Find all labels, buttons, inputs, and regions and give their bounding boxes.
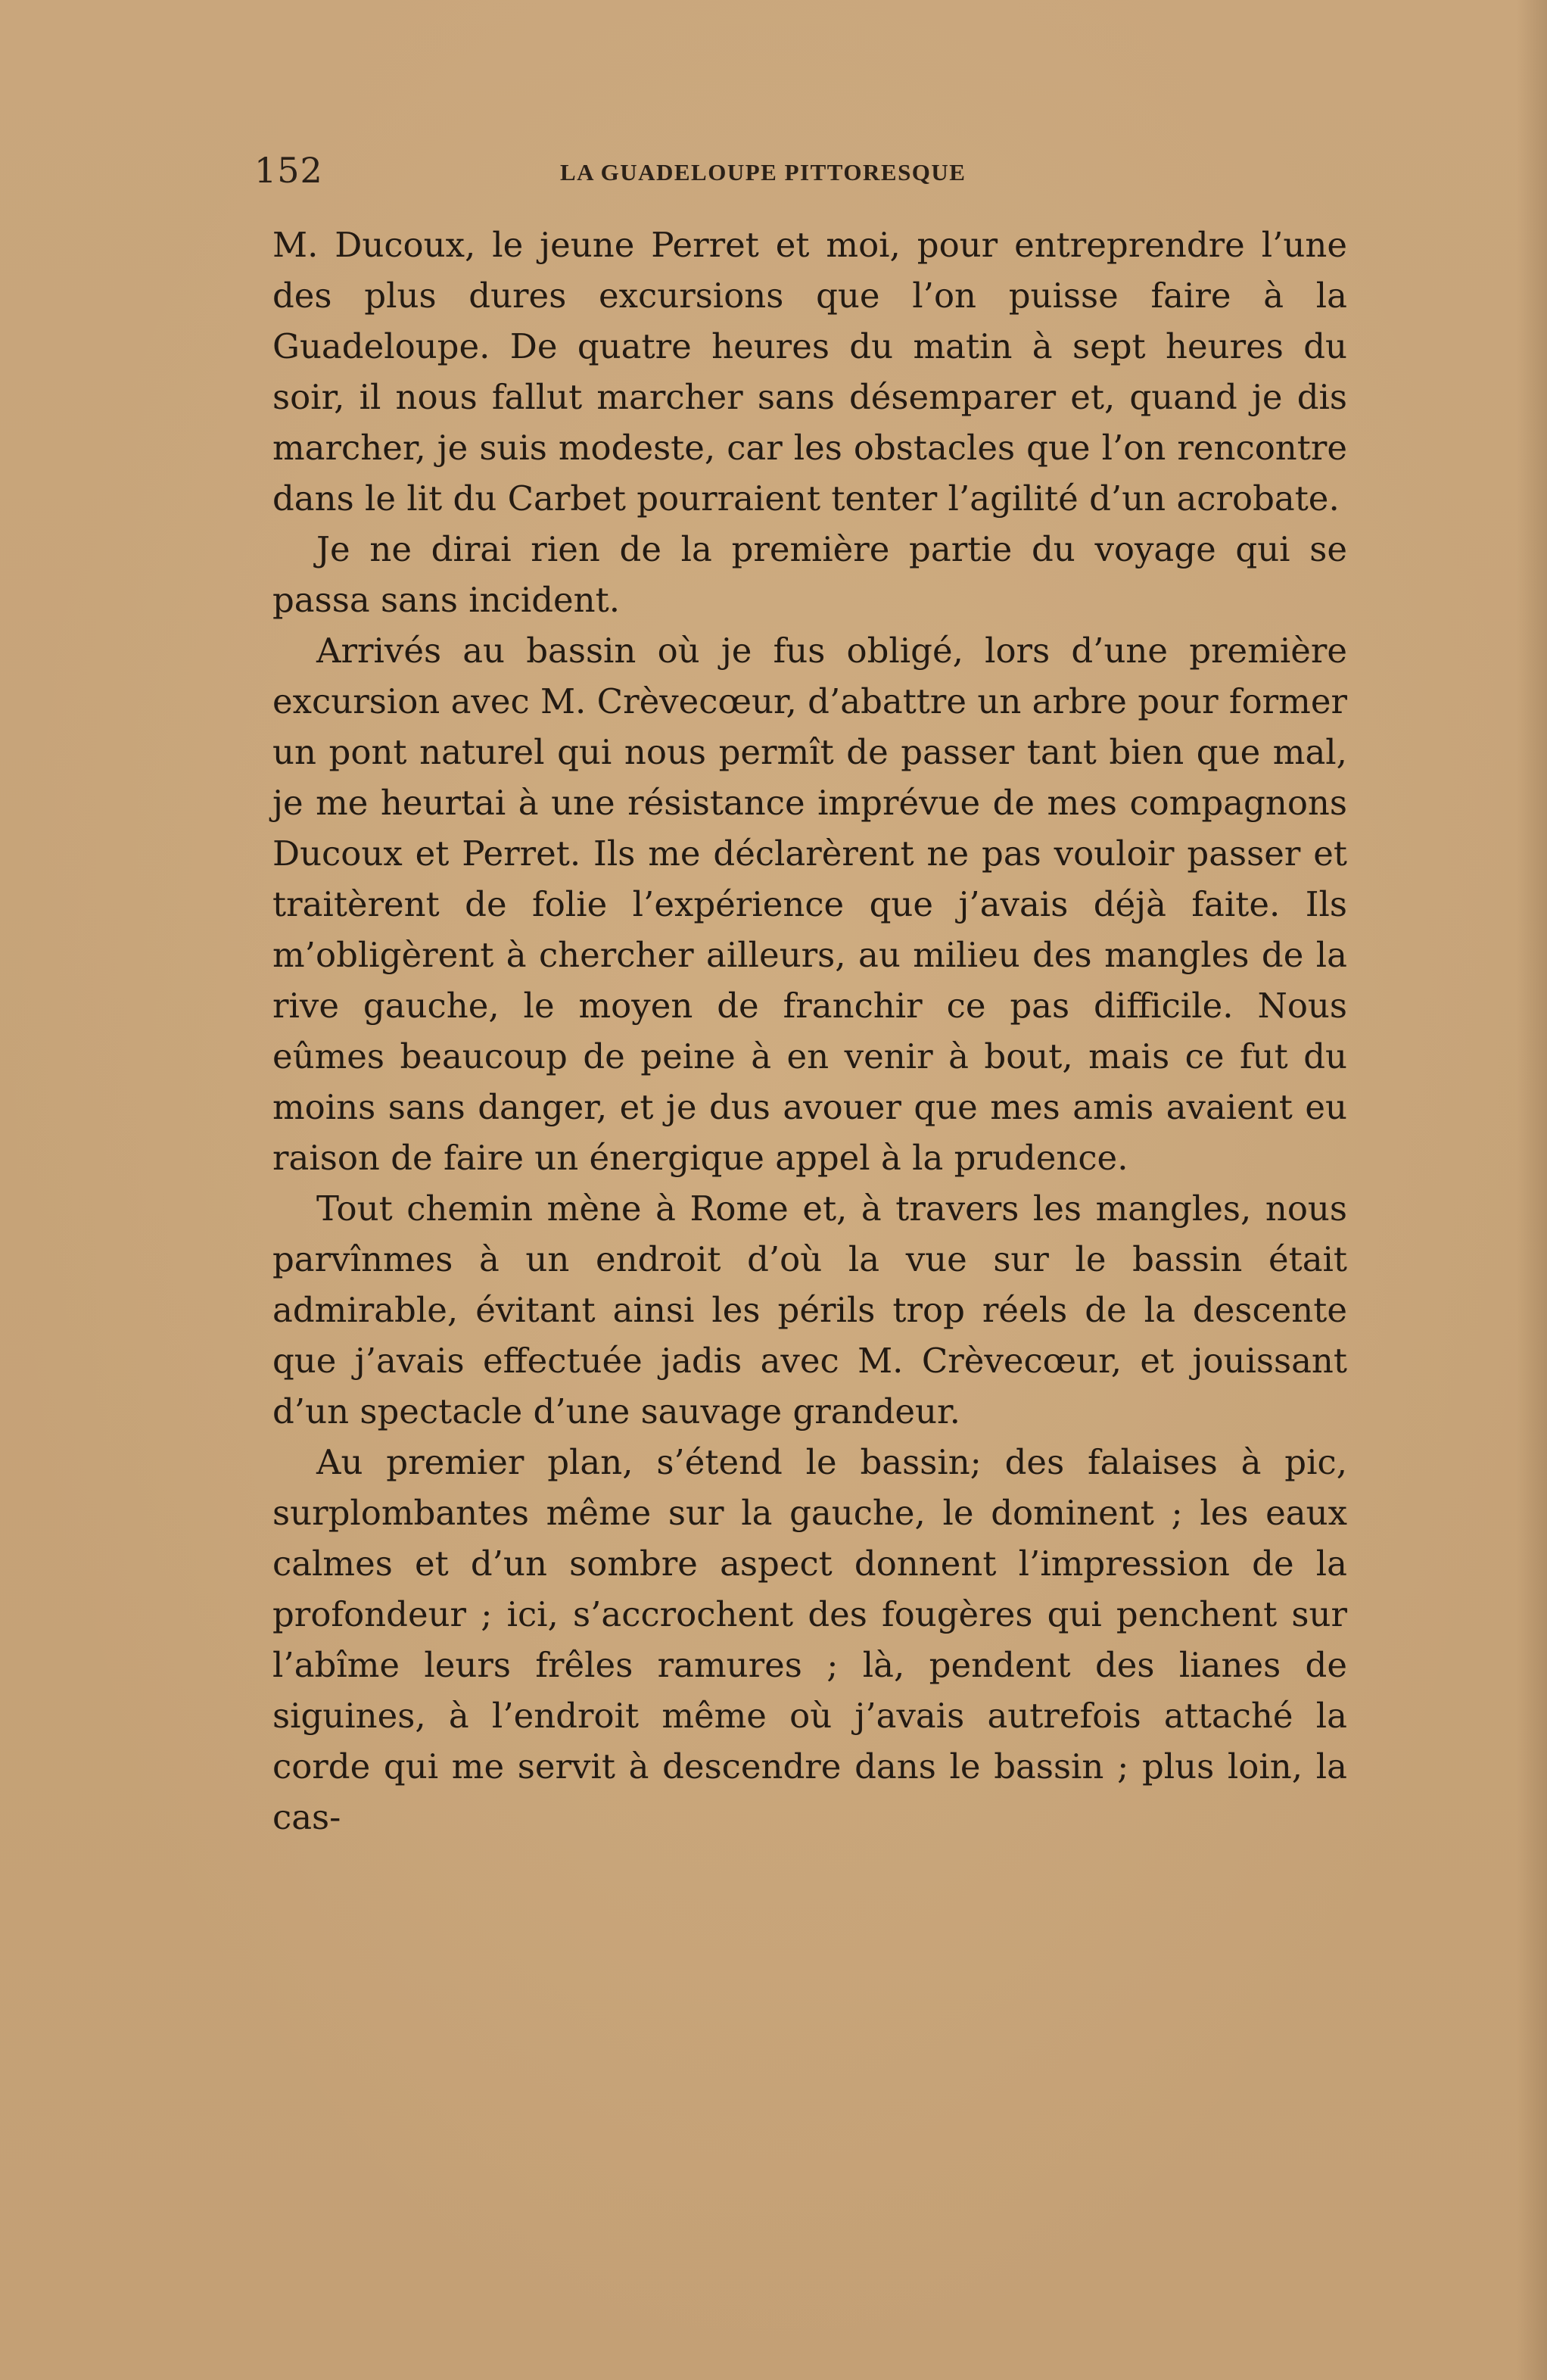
paragraph: Tout chemin mène à Rome et, à travers les mangles, nous parvînmes à un endroit d’où la vue sur le bassin était admirable, évitant ainsi les périls trop réels de la descente que j’avais effectuée jadis avec M. Crèvecœur, et jouissant d’un spectacle d’une sauvage grandeur. [272, 1188, 1347, 1431]
page-edge-shadow [1517, 0, 1547, 2380]
paragraph: Au premier plan, s’étend le bassin; des falaises à pic, surplombantes même sur la gauche, le dominent ; les eaux calmes et d’un sombre aspect donnent l’impression de la profondeur ; ici, s’accrochent des fougères qui penchent sur l’abîme leurs frêles ramures ; là, pendent des lianes de siguines, à l’endroit même où j’avais autrefois attaché la corde qui me servit à descendre dans le bassin ; plus loin, la cas- [272, 1442, 1347, 1837]
paragraph: Arrivés au bassin où je fus obligé, lors d’une première excursion avec M. Crèvecœur, d’abattre un arbre pour former un pont naturel qui nous permît de passer tant bien que mal, je me heurtai à une résistance imprévue de mes compagnons Ducoux et Perret. Ils me déclarèrent ne pas vouloir passer et traitèrent de folie l’expérience que j’avais déjà faite. Ils m’obligèrent à chercher ailleurs, au milieu des mangles de la rive gauche, le moyen de franchir ce pas difficile. Nous eûmes beaucoup de peine à en venir à bout, mais ce fut du moins sans danger, et je dus avouer que mes amis avaient eu raison de faire un énergique appel à la prudence. [272, 631, 1347, 1178]
paragraph: Je ne dirai rien de la première partie du voyage qui se passa sans incident. [272, 529, 1347, 620]
page-number: 152 [254, 150, 323, 191]
paragraph-continuation: M. Ducoux, le jeune Perret et moi, pour entreprendre l’une des plus dures excursions que l’on puisse faire à la Guadeloupe. De quatre heures du matin à sept heures du soir, il nous fallut marcher sans désemparer et, quand je dis marcher, je suis modeste, car les obstacles que l’on rencontre dans le lit du Carbet pourraient tenter l’agilité d’un acrobate. [272, 225, 1347, 519]
running-title: LA GUADELOUPE PITTORESQUE [560, 159, 966, 185]
body-text [272, 220, 1347, 1843]
